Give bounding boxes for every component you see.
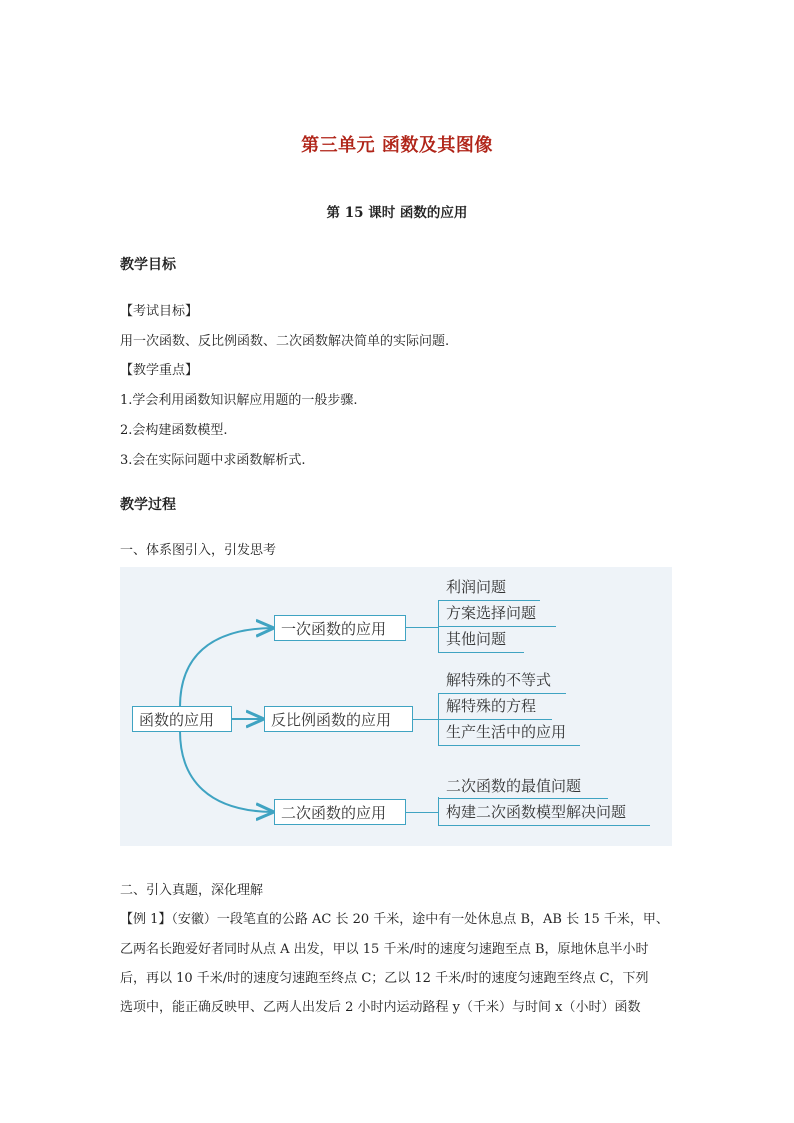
connector <box>406 812 438 813</box>
leaf-underline <box>438 745 580 746</box>
arrow-to-linear <box>180 628 272 707</box>
leaf-daily-life: 生产生活中的应用 <box>446 723 567 741</box>
example1-line: 乙两名长跑爱好者同时从点 A 出发，甲以 15 千米/时的速度匀速跑至点 B，原地休息半小时 <box>120 942 649 957</box>
leaf-underline <box>438 825 650 826</box>
key-point-item: 3.会在实际问题中求函数解析式. <box>120 453 306 468</box>
branch-quadratic-box: 二次函数的应用 <box>274 799 406 825</box>
unit-title: 第三单元 函数及其图像 <box>301 135 493 156</box>
leaf-underline <box>438 693 566 694</box>
key-points-heading: 【教学重点】 <box>120 363 199 378</box>
leaf-inequality: 解特殊的不等式 <box>446 671 552 689</box>
connector <box>413 719 438 720</box>
leaf-profit: 利润问题 <box>446 578 507 596</box>
arrow-to-quadratic <box>180 731 272 812</box>
leaf-underline <box>438 719 552 720</box>
connector <box>438 601 439 653</box>
leaf-underline <box>438 652 524 653</box>
leaf-underline <box>438 798 608 799</box>
key-point-item: 1.学会利用函数知识解应用题的一般步骤. <box>120 393 358 408</box>
leaf-plan-choice: 方案选择问题 <box>446 604 537 622</box>
leaf-underline <box>438 626 556 627</box>
example1-line: 【例 1】（安徽）一段笔直的公路 AC 长 20 千米，途中有一处休息点 B，AB 长 15 千米，甲、 <box>120 912 669 927</box>
key-point-item: 2.会构建函数模型. <box>120 423 228 438</box>
root-box: 函数的应用 <box>132 706 232 732</box>
exam-goal-heading: 【考试目标】 <box>120 304 199 319</box>
concept-diagram <box>120 567 672 846</box>
example1-line: 后，再以 10 千米/时的速度匀速跑至终点 C；乙以 12 千米/时的速度匀速跑至终点 C，下列 <box>120 971 649 986</box>
leaf-other: 其他问题 <box>446 630 507 648</box>
branch-linear-box: 一次函数的应用 <box>274 615 406 641</box>
connector <box>406 627 438 628</box>
process-heading: 教学过程 <box>120 497 176 513</box>
goals-heading: 教学目标 <box>120 257 176 273</box>
example1-line: 选项中，能正确反映甲、乙两人出发后 2 小时内运动路程 y（千米）与时间 x（小时）函数 <box>120 1000 641 1015</box>
exam-goal-text: 用一次函数、反比例函数、二次函数解决简单的实际问题. <box>120 334 450 349</box>
connector <box>438 797 439 825</box>
part2-heading: 二、引入真题，深化理解 <box>120 883 264 898</box>
leaf-underline <box>438 600 540 601</box>
leaf-equation: 解特殊的方程 <box>446 697 537 715</box>
lesson-title: 第 15 课时 函数的应用 <box>326 205 468 221</box>
part1-heading: 一、体系图引入，引发思考 <box>120 543 277 558</box>
leaf-model-building: 构建二次函数模型解决问题 <box>446 803 627 821</box>
leaf-extremum: 二次函数的最值问题 <box>446 777 582 795</box>
branch-inverse-box: 反比例函数的应用 <box>264 706 413 732</box>
